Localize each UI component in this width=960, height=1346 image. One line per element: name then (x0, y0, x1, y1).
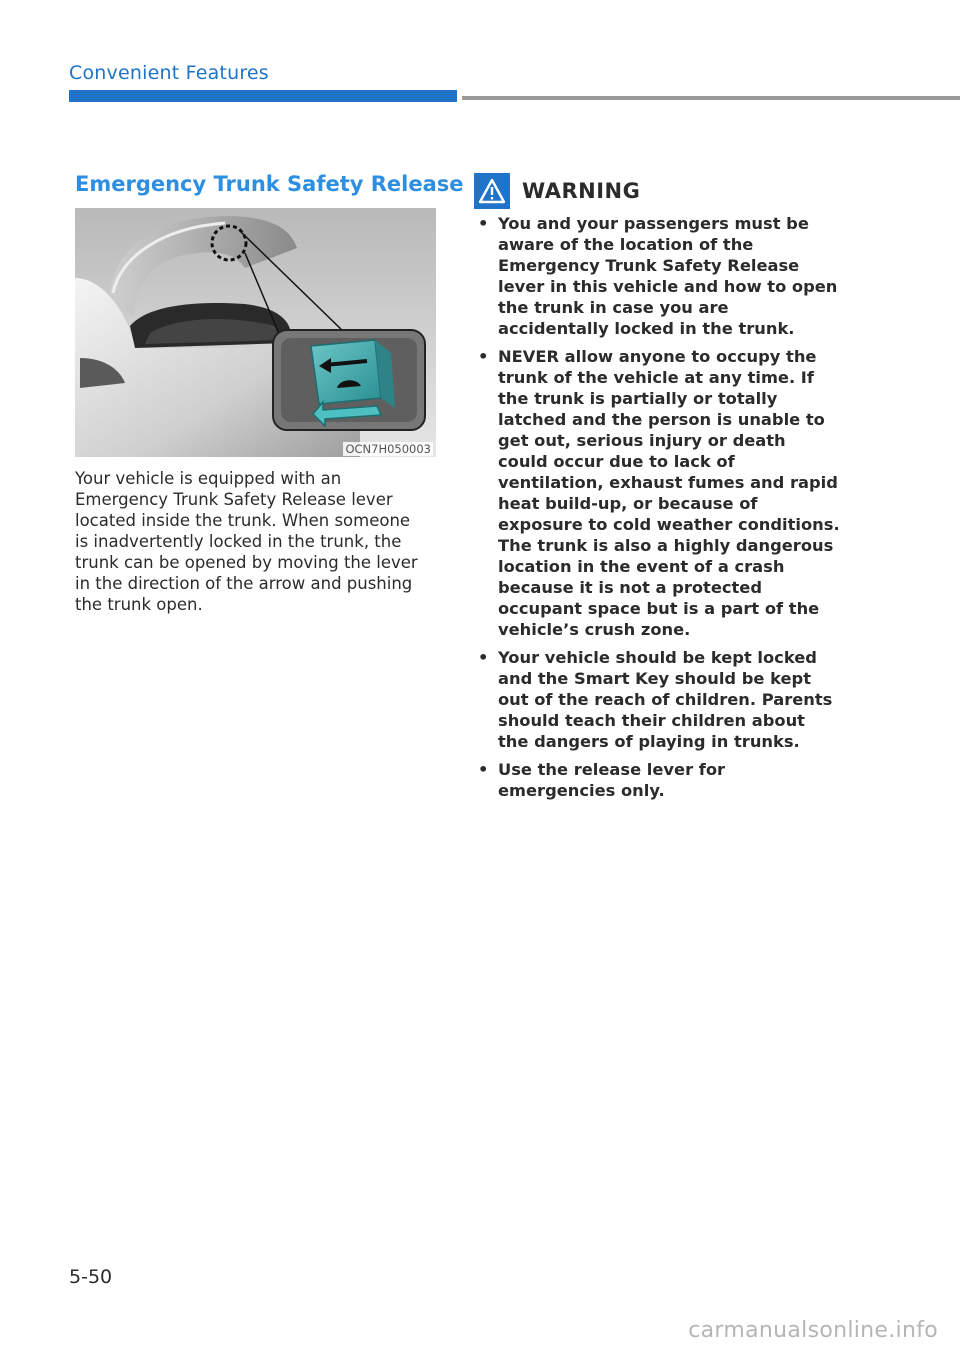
bullet-icon: • (478, 214, 489, 233)
warning-item-text: NEVER allow anyone to occupy the trunk of the vehicle at any time. If the trunk is partially or totally latched and the person is unable to get out, serious injury or death could occur due to lack of ventilation, exhaust fumes and rapid heat build-up, or because of exposure to cold weather conditions. The trunk is also a highly dangerous location in the event of a crash because it is not a protected occupant space but is a part of the vehicle’s crush zone. (498, 347, 840, 639)
page-number: 5-50 (69, 1266, 113, 1288)
bullet-icon: • (478, 347, 489, 366)
figure-code: OCN7H050003 (345, 442, 431, 456)
warning-list (474, 213, 840, 808)
bullet-icon: • (478, 760, 489, 779)
warning-triangle-icon (474, 173, 510, 209)
header-rule (462, 96, 960, 100)
header-rule-accent (69, 90, 457, 102)
warning-item (474, 213, 840, 339)
warning-item (474, 759, 840, 801)
warning-label: WARNING (522, 179, 641, 203)
warning-item-text: Your vehicle should be kept locked and the Smart Key should be kept out of the reach of children. Parents should teach their children about the dangers of playing in trunks. (498, 648, 833, 751)
warning-item (474, 346, 840, 640)
trunk-release-illustration (75, 208, 436, 457)
warning-item (474, 647, 840, 752)
chapter-title: Convenient Features (69, 62, 269, 84)
section-title: Emergency Trunk Safety Release (75, 172, 464, 196)
body-paragraph: Your vehicle is equipped with an Emergency Trunk Safety Release lever located inside the trunk. When someone is inadvertently locked in the trunk, the trunk can be opened by moving the lever in the direction of the arrow and pushing the trunk open. (75, 469, 418, 614)
warning-item-text: You and your passengers must be aware of the location of the Emergency Trunk Safety Release lever in this vehicle and how to open the trunk in case you are accidentally locked in the trunk. (498, 214, 838, 338)
watermark: carmanualsonline.info (688, 1318, 938, 1343)
car-trunk-image (75, 208, 436, 457)
bullet-icon: • (478, 648, 489, 667)
warning-item-text: Use the release lever for emergencies only. (498, 760, 726, 800)
warning-header (474, 173, 834, 209)
